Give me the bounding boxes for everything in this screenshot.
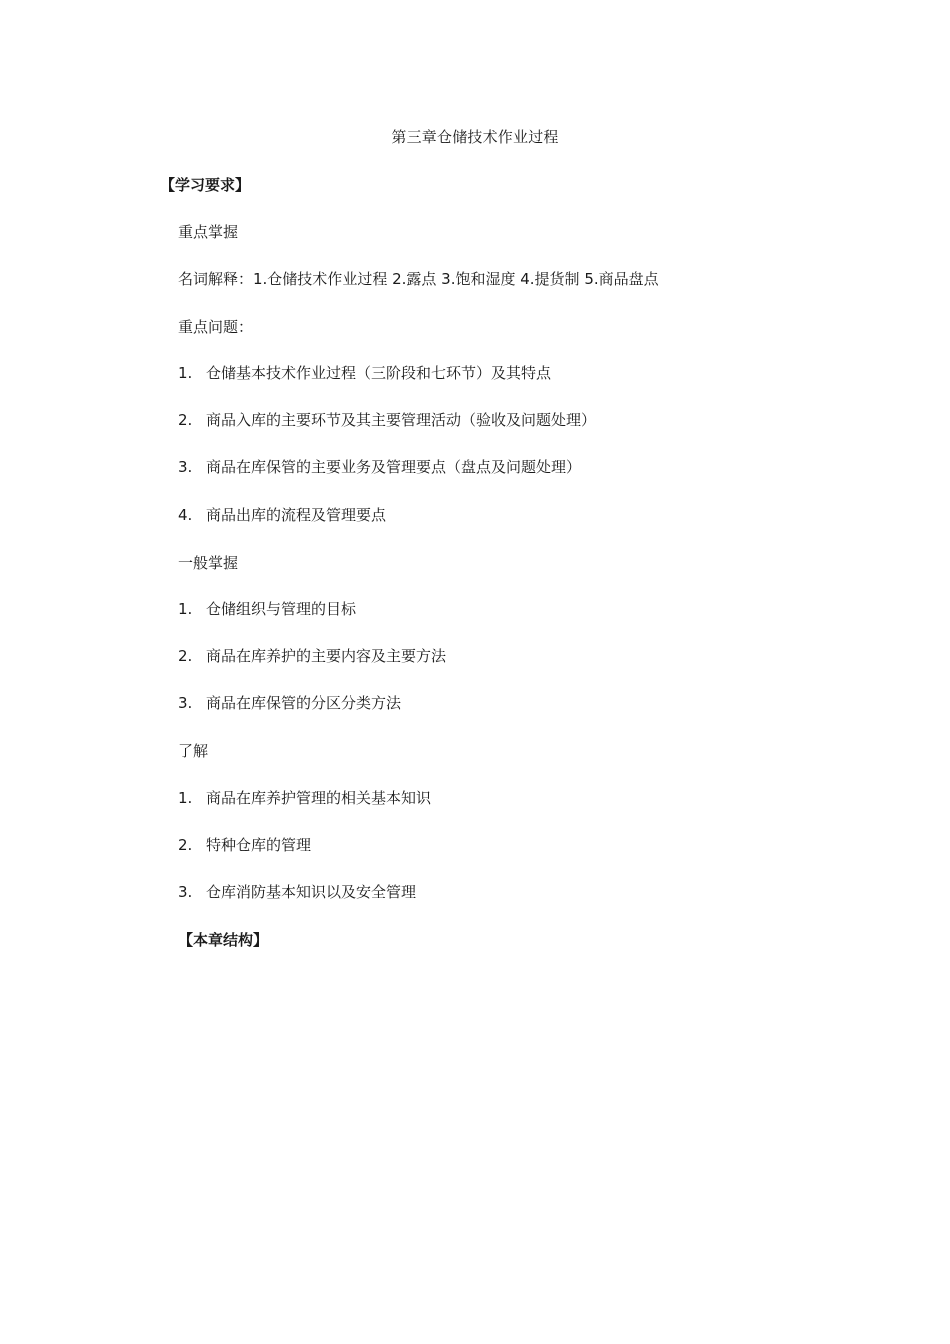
chapter-title: 第三章仓储技术作业过程 [391, 128, 559, 146]
list-item-text: 商品在库养护的主要内容及主要方法 [206, 647, 447, 665]
list-item-number: 1. [178, 789, 193, 807]
list-item-number: 1. [178, 364, 193, 382]
list-item-text: 商品在库保管的主要业务及管理要点（盘点及问题处理） [206, 458, 582, 476]
list-item-text: 仓库消防基本知识以及安全管理 [206, 883, 417, 901]
list-item-text: 仓储组织与管理的目标 [206, 600, 357, 618]
list-item [178, 409, 596, 430]
list-item-text: 商品在库保管的分区分类方法 [206, 694, 402, 712]
list-item-number: 2. [178, 647, 193, 665]
list-item [178, 881, 416, 902]
list-item-number: 2. [178, 836, 193, 854]
list-item-number: 1. [178, 600, 193, 618]
list-item-number: 4. [178, 506, 193, 524]
list-item [178, 456, 581, 477]
list-item-text: 商品在库养护管理的相关基本知识 [206, 789, 432, 807]
list-item-text: 特种仓库的管理 [206, 836, 312, 854]
list-item-number: 3. [178, 694, 193, 712]
list-item [178, 787, 431, 808]
list-item-number: 2. [178, 411, 193, 429]
list-item-text: 商品入库的主要环节及其主要管理活动（验收及问题处理） [206, 411, 597, 429]
subheading-key-questions: 重点问题： [178, 318, 254, 336]
section-heading-requirements: 【学习要求】 [160, 176, 251, 194]
term-explanation: 名词解释：1.仓储技术作业过程 2.露点 3.饱和湿度 4.提货制 5.商品盘点 [178, 270, 659, 288]
list-item [178, 362, 551, 383]
list-item [178, 692, 401, 713]
list-item [178, 504, 386, 525]
section-heading-structure: 【本章结构】 [178, 931, 269, 949]
subheading-key-master: 重点掌握 [178, 223, 239, 241]
list-item [178, 645, 446, 666]
list-item-number: 3. [178, 883, 193, 901]
list-item-number: 3. [178, 458, 193, 476]
subheading-general-master: 一般掌握 [178, 554, 239, 572]
list-item-text: 商品出库的流程及管理要点 [206, 506, 387, 524]
list-item-text: 仓储基本技术作业过程（三阶段和七环节）及其特点 [206, 364, 552, 382]
subheading-understand: 了解 [178, 742, 209, 760]
list-item [178, 598, 356, 619]
list-item [178, 834, 311, 855]
